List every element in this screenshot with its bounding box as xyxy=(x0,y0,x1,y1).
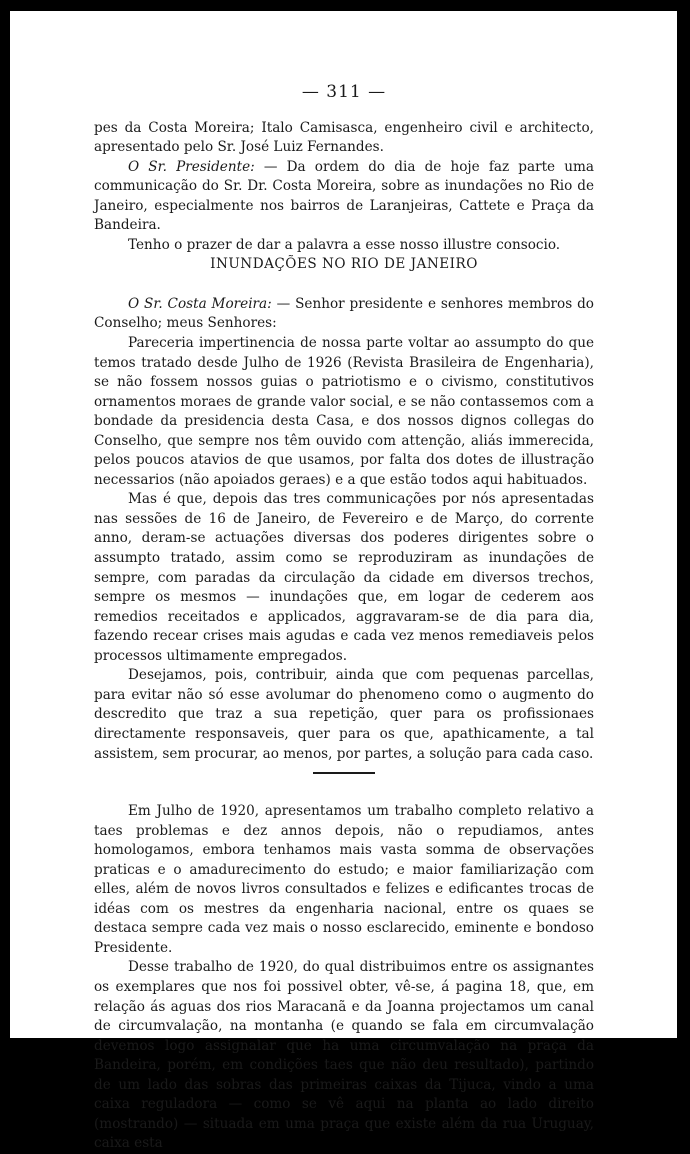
paragraph-2-text: — Da ordem do dia de hoje faz parte uma communicação do Sr. Dr. Costa Moreira, sobre as inundações no Rio de Janeiro, especialmente nos bairros de Laranjeiras, Cattete e Praça da Bandeira. xyxy=(94,158,594,234)
speaker-presidente: O Sr. Presidente: xyxy=(128,158,255,175)
paragraph-2 xyxy=(94,158,594,236)
paragraph-1: pes da Costa Moreira; Italo Camisasca, engenheiro civil e architecto, apresentado pelo Sr. José Luiz Fernandes. xyxy=(94,119,594,156)
speaker-costa-moreira: O Sr. Costa Moreira: xyxy=(128,295,272,312)
paragraph-7: Desejamos, pois, contribuir, ainda que com pequenas parcellas, para evitar não só esse avolumar do phenomeno como o augmento do descredito que traz a sua repetição, quer para os profissionaes directamente responsaveis, quer para os que, apathicamente, a tal assistem, sem procurar, ao menos, por partes, a solução para cada caso. xyxy=(94,667,594,762)
page xyxy=(10,11,677,1152)
page-number: — 311 — xyxy=(301,82,387,102)
paragraph-9: Desse trabalho de 1920, do qual distribuimos entre os assignantes os exemplares que nos foi possivel obter, vê-se, á pagina 18, que, em relação ás aguas dos rios Maracanã e da Joanna projectamos um canal de circumvalação, na montanha (e quando se fala em circumvalação devemos logo assignalar que ha uma circumvalação na praça da Bandeira, porém, em condições taes que não deu resultado), partindo de um lado das sobras das primeiras caixas da Tijuca, vindo a uma caixa reguladora — como se vê aqui na planta ao lado direito (mostrando) — situada em uma praça que existe além da rua Uruguay, caixa esta xyxy=(94,959,594,1152)
paragraph-4-text: — Senhor presidente e senhores membros do Conselho; meus Senhores: xyxy=(94,295,594,332)
paragraph-5: Pareceria impertinencia de nossa parte voltar ao assumpto do que temos tratado desde Julho de 1926 (Revista Brasileira de Engenharia), se não fossem nossos guias o patriotismo e o civismo, constitutivos ornamentos moraes de grande valor social, e se não contassemos com a bondade da presidencia desta Casa, e dos nossos dignos collegas do Conselho, que sempre nos têm ouvido com attenção, aliás immerecida, pelos poucos atavios de que usamos, por falta dos dotes de illustração necessarios (não apoiados geraes) e a que estão todos aqui habituados. xyxy=(94,335,594,488)
text-column xyxy=(94,83,594,1154)
section-heading: INUNDAÇÕES NO RIO DE JANEIRO xyxy=(210,256,478,273)
section-divider xyxy=(313,772,375,774)
paragraph-8: Em Julho de 1920, apresentamos um trabalho completo relativo a taes problemas e dez annos depois, não o repudiamos, antes homologamos, embora tenhamos mais vasta somma de observações praticas e o amadurecimento do estudo; e maior familiarização com elles, além de novos livros consultados e felizes e edificantes trocas de idéas com os mestres da engenharia nacional, entre os quaes se destaca sempre cada vez mais o nosso esclarecido, eminente e bondoso Presidente. xyxy=(94,803,594,956)
paragraph-3: Tenho o prazer de dar a palavra a esse nosso illustre consocio. xyxy=(128,236,561,253)
paragraph-6: Mas é que, depois das tres communicações por nós apresentadas nas sessões de 16 de Janeiro, de Fevereiro e de Março, do corrente anno, deram-se actuações diversas dos poderes dirigentes sobre o assumpto tratado, assim como se reproduziram as inundações de sempre, com paradas da circulação da cidade em diversos trechos, sempre os mesmos — inundações que, em logar de cederem aos remedios receitados e applicados, aggravaram-se de dia para dia, fazendo recear crises mais agudas e cada vez menos remediaveis pelos processos ultimamente empregados. xyxy=(94,491,594,664)
paragraph-4 xyxy=(94,295,594,334)
